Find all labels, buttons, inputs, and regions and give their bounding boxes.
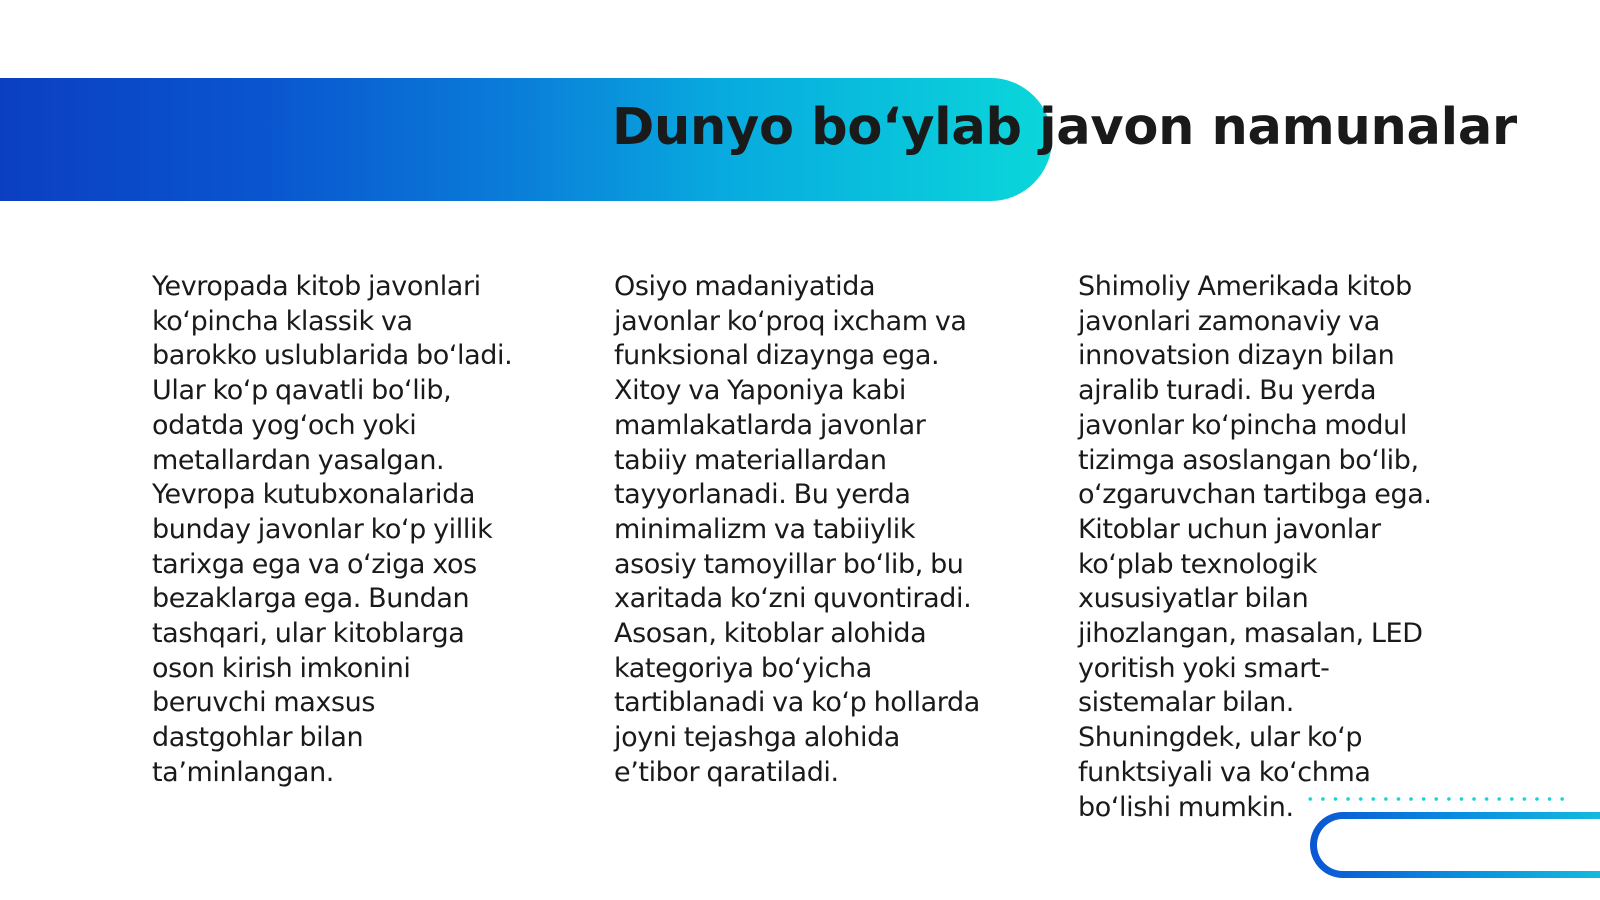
decorative-rounded-stroke (1310, 812, 1600, 878)
decorative-dot-line (1304, 797, 1564, 801)
text-column-asia: Osiyo madaniyatida javonlar ko‘proq ixcham va funksional dizaynga ega. Xitoy va Yaponiya kabi mamlakatlarda javonlar tabiiy materiallardan tayyorlanadi. Bu yerda minimalizm va tabiiylik asosiy tamoyillar bo‘lib, bu xaritada ko‘zni quvontiradi. Asosan, kitoblar alohida kategoriya bo‘yicha tartiblanadi va ko‘p hollarda joyni tejashga alohida e’tibor qaratiladi. (614, 271, 980, 788)
text-column-europe: Yevropada kitob javonlari ko‘pincha klassik va barokko uslublarida bo‘ladi. Ular ko‘p qavatli bo‘lib, odatda yog‘och yoki metallardan yasalgan. Yevropa kutubxonalarida bunday javonlar ko‘p yillik tarixga ega va o‘ziga xos bezaklarga ega. Bundan tashqari, ular kitoblarga oson kirish imkonini beruvchi maxsus dastgohlar bilan ta’minlangan. (152, 271, 513, 788)
slide-title: Dunyo bo‘ylab javon namunalar (612, 98, 1517, 157)
text-column-north-america: Shimoliy Amerikada kitob javonlari zamonaviy va innovatsion dizayn bilan ajralib turadi. Bu yerda javonlar ko‘pincha modul tizimga asoslangan bo‘lib, o‘zgaruvchan tartibga ega. Kitoblar uchun javonlar ko‘plab texnologik xususiyatlar bilan jihozlangan, masalan, LED yoritish yoki smart-sistemalar bilan. Shuningdek, ular ko‘p funktsiyali va ko‘chma bo‘lishi mumkin. (1078, 271, 1432, 823)
